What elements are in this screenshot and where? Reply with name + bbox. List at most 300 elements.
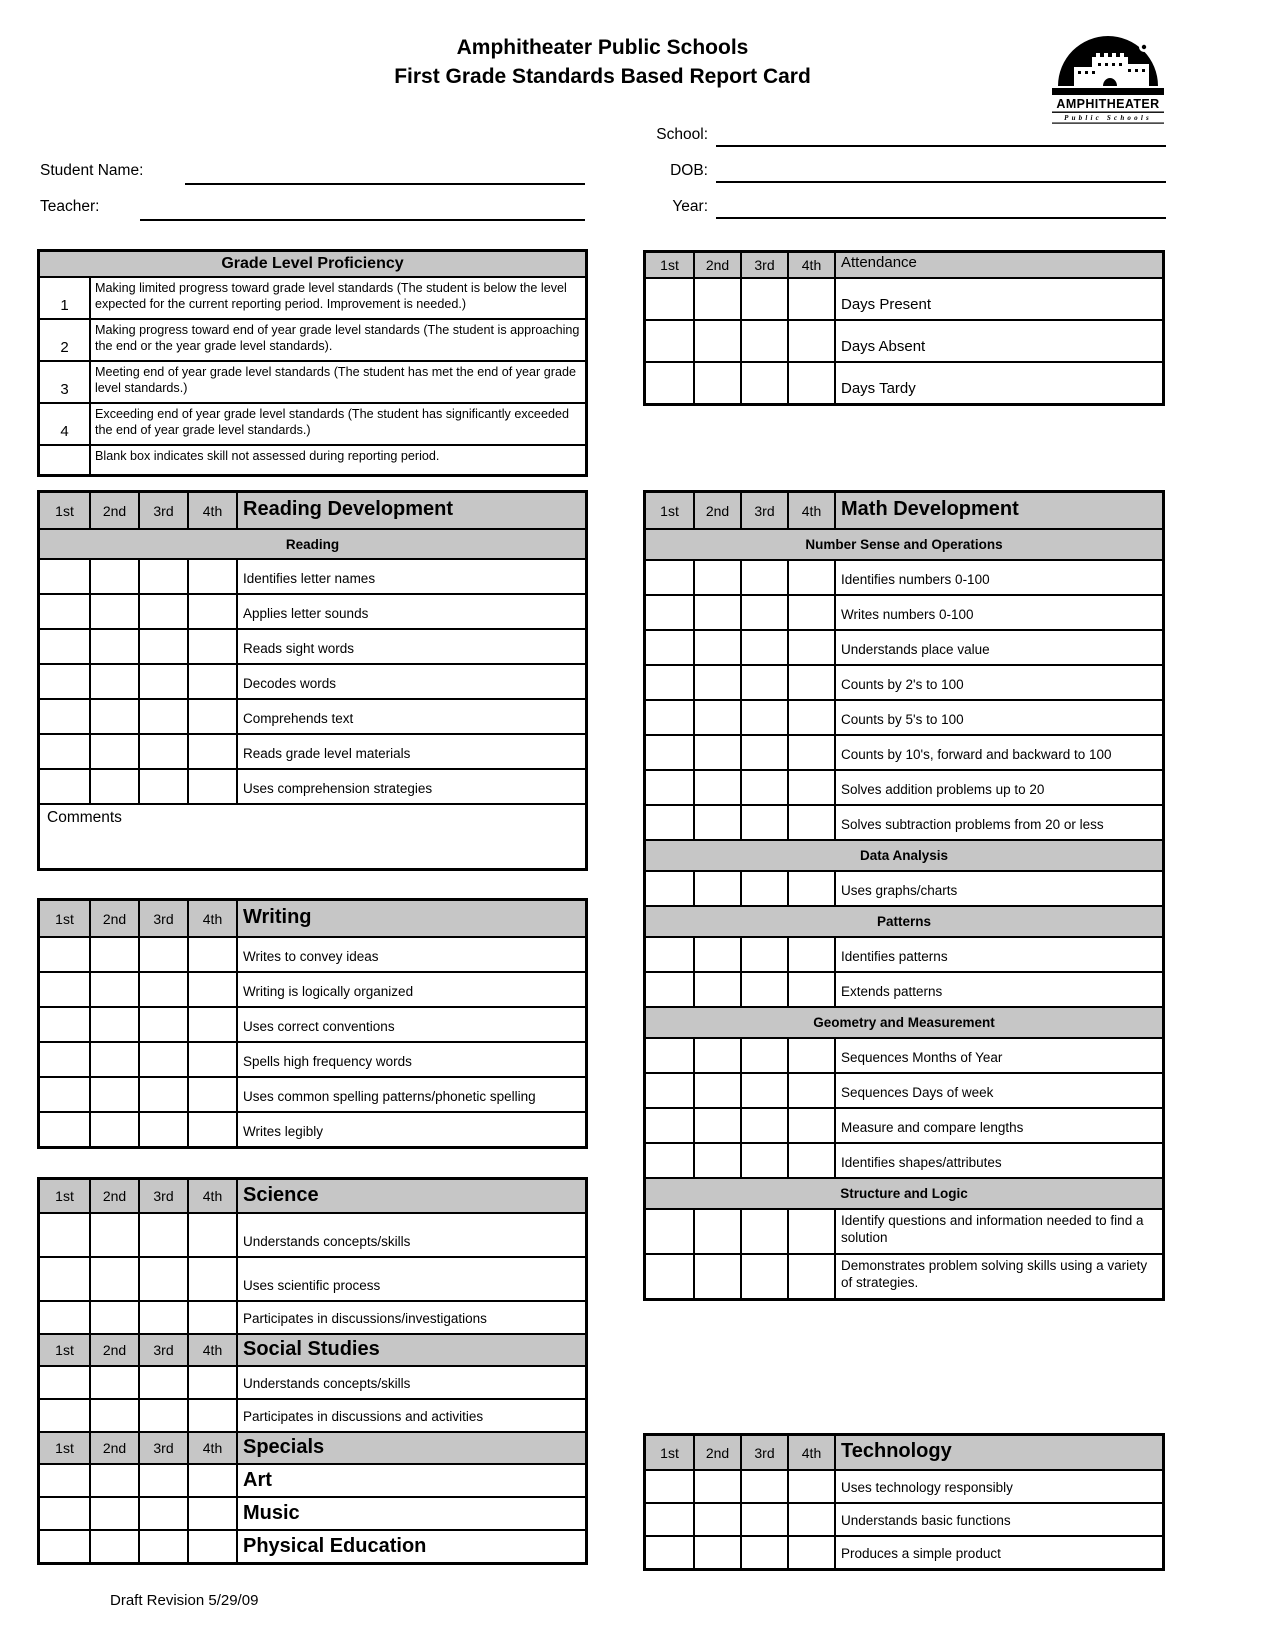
grade-box[interactable] — [646, 1039, 693, 1072]
grade-box[interactable] — [40, 630, 89, 663]
grade-box[interactable] — [740, 1471, 787, 1502]
grade-box[interactable] — [787, 872, 834, 905]
skill-row — [646, 1502, 1162, 1535]
grade-box[interactable] — [40, 1498, 89, 1529]
grade-box[interactable] — [693, 321, 740, 361]
grade-box[interactable] — [787, 1504, 834, 1535]
grade-box[interactable] — [646, 736, 693, 769]
grade-box[interactable] — [138, 1078, 187, 1111]
grade-box[interactable] — [138, 560, 187, 593]
section-header: Data Analysis — [859, 848, 949, 863]
grade-box[interactable] — [693, 1144, 740, 1177]
grade-box[interactable] — [787, 736, 834, 769]
comments-row — [40, 803, 585, 868]
proficiency-level-row — [40, 318, 585, 360]
grade-box[interactable] — [40, 1465, 89, 1496]
period-header-cell: 2nd — [89, 1335, 138, 1365]
period-header-cell: 1st — [660, 257, 679, 273]
skill-row — [646, 1072, 1162, 1107]
section-header-row — [646, 905, 1162, 936]
grade-box[interactable] — [787, 279, 834, 319]
grade-box[interactable] — [89, 1498, 138, 1529]
grade-box[interactable] — [40, 595, 89, 628]
grade-box[interactable] — [787, 1109, 834, 1142]
level-number: 4 — [60, 423, 69, 440]
skill-label: Writes numbers 0-100 — [834, 596, 1162, 629]
grade-box[interactable] — [693, 561, 740, 594]
grade-box[interactable] — [740, 279, 787, 319]
grade-box[interactable] — [138, 1302, 187, 1333]
skill-row — [40, 971, 585, 1006]
grade-box[interactable] — [187, 630, 236, 663]
skill-row — [646, 277, 1162, 319]
grade-box[interactable] — [138, 1531, 187, 1562]
table-header-row — [646, 253, 1162, 277]
skill-label: Writes to convey ideas — [236, 938, 585, 971]
grade-box[interactable] — [89, 560, 138, 593]
skill-label: Understands concepts/skills — [236, 1214, 585, 1256]
teacher-line[interactable] — [140, 219, 585, 221]
grade-box[interactable] — [693, 1210, 740, 1253]
grade-box[interactable] — [646, 631, 693, 664]
grade-box[interactable] — [693, 1074, 740, 1107]
math-development-table — [643, 490, 1165, 1301]
grade-box[interactable] — [787, 1537, 834, 1568]
proficiency-note: Blank box indicates skill not assessed during reporting period. — [89, 446, 585, 474]
grade-box[interactable] — [693, 279, 740, 319]
science-social-specials-table — [37, 1177, 588, 1565]
skill-label: Identifies patterns — [834, 938, 1162, 971]
grade-box[interactable] — [646, 1074, 693, 1107]
section-header: Reading — [285, 536, 340, 552]
period-header-cell: 3rd — [138, 1335, 187, 1365]
skill-label: Reads sight words — [236, 630, 585, 663]
grade-box[interactable] — [187, 1214, 236, 1256]
skill-label: Spells high frequency words — [236, 1043, 585, 1076]
grade-box[interactable] — [740, 561, 787, 594]
period-header-cell: 3rd — [740, 253, 787, 277]
table-header-row — [40, 493, 585, 528]
grade-box[interactable] — [740, 363, 787, 403]
level-number: 3 — [60, 381, 69, 398]
grade-box[interactable] — [646, 666, 693, 699]
skill-row — [40, 1212, 585, 1256]
grade-box[interactable] — [187, 1008, 236, 1041]
grade-box[interactable] — [40, 973, 89, 1006]
proficiency-note-row — [40, 444, 585, 474]
grade-box[interactable] — [89, 735, 138, 768]
grade-box[interactable] — [187, 665, 236, 698]
grade-box[interactable] — [187, 1498, 236, 1529]
skill-row — [40, 1006, 585, 1041]
grade-box[interactable] — [187, 1302, 236, 1333]
grade-box[interactable] — [89, 1258, 138, 1300]
grade-box[interactable] — [138, 595, 187, 628]
section-header-row — [646, 1006, 1162, 1037]
period-header-cell: 3rd — [138, 901, 187, 936]
grade-box[interactable] — [693, 1537, 740, 1568]
grade-box[interactable] — [646, 771, 693, 804]
grade-box[interactable] — [40, 700, 89, 733]
grade-box[interactable] — [787, 1039, 834, 1072]
grade-box[interactable] — [89, 630, 138, 663]
skill-row — [646, 769, 1162, 804]
grade-box[interactable] — [138, 665, 187, 698]
period-header-cell: 3rd — [138, 1433, 187, 1463]
grade-box[interactable] — [138, 700, 187, 733]
skill-row — [40, 663, 585, 698]
grade-box[interactable] — [646, 321, 693, 361]
grade-box[interactable] — [693, 363, 740, 403]
skill-row — [646, 1469, 1162, 1502]
period-header-cell: 2nd — [693, 1436, 740, 1469]
grade-box[interactable] — [89, 700, 138, 733]
period-header-cell: 1st — [660, 502, 679, 519]
grade-box[interactable] — [187, 595, 236, 628]
grade-box[interactable] — [138, 630, 187, 663]
grade-box[interactable] — [89, 1400, 138, 1431]
grade-box[interactable] — [40, 1400, 89, 1431]
grade-box[interactable] — [187, 770, 236, 803]
grade-box[interactable] — [740, 1537, 787, 1568]
section-header-row — [40, 528, 585, 558]
table-title: Reading Development — [236, 493, 585, 528]
grade-box[interactable] — [787, 1255, 834, 1298]
skill-label: Art — [236, 1465, 585, 1496]
proficiency-title-row — [40, 252, 585, 276]
level-number-empty — [40, 446, 89, 474]
grade-box[interactable] — [693, 938, 740, 971]
level-description: Making limited progress toward grade level standards (The student is below the level expected for the current reporting period. Improvement is needed.) — [89, 278, 585, 318]
grade-box[interactable] — [740, 1144, 787, 1177]
skill-label: Uses technology responsibly — [834, 1471, 1162, 1502]
grade-box[interactable] — [138, 1258, 187, 1300]
skill-row — [40, 1463, 585, 1496]
grade-box[interactable] — [693, 736, 740, 769]
proficiency-level-row — [40, 402, 585, 444]
grade-box[interactable] — [646, 596, 693, 629]
skill-row — [646, 936, 1162, 971]
grade-box[interactable] — [89, 1214, 138, 1256]
grade-box[interactable] — [787, 1471, 834, 1502]
grade-box[interactable] — [138, 1214, 187, 1256]
skill-row — [646, 1037, 1162, 1072]
skill-row — [40, 1256, 585, 1300]
grade-box[interactable] — [40, 770, 89, 803]
table-title: Math Development — [834, 493, 1162, 528]
period-header-cell: 4th — [187, 901, 236, 936]
grade-box[interactable] — [693, 1255, 740, 1298]
grade-box[interactable] — [187, 1258, 236, 1300]
grade-box[interactable] — [693, 806, 740, 839]
grade-box[interactable] — [787, 973, 834, 1006]
skill-label: Writes legibly — [236, 1113, 585, 1146]
period-header-cell: 4th — [787, 493, 834, 528]
comments-box[interactable]: Comments — [47, 809, 122, 826]
footer-revision-note: Draft Revision 5/29/09 — [110, 1592, 259, 1609]
grade-box[interactable] — [693, 771, 740, 804]
grade-box[interactable] — [187, 1043, 236, 1076]
grade-box[interactable] — [138, 1043, 187, 1076]
grade-box[interactable] — [89, 1043, 138, 1076]
grade-box[interactable] — [187, 1465, 236, 1496]
grade-box[interactable] — [646, 872, 693, 905]
table-title: Attendance — [834, 253, 1162, 277]
grade-box[interactable] — [89, 1302, 138, 1333]
proficiency-title: Grade Level Proficiency — [221, 255, 404, 272]
grade-box[interactable] — [187, 938, 236, 971]
grade-box[interactable] — [89, 595, 138, 628]
grade-box[interactable] — [187, 560, 236, 593]
section-header: Geometry and Measurement — [813, 1015, 995, 1030]
skill-row — [646, 1535, 1162, 1568]
period-header-cell: 4th — [187, 1433, 236, 1463]
grade-box[interactable] — [138, 1400, 187, 1431]
grade-box[interactable] — [740, 596, 787, 629]
grade-box[interactable] — [40, 1113, 89, 1146]
grade-box[interactable] — [138, 1008, 187, 1041]
skill-row — [40, 733, 585, 768]
grade-box[interactable] — [787, 938, 834, 971]
grade-box[interactable] — [89, 1531, 138, 1562]
grade-box[interactable] — [138, 973, 187, 1006]
grade-box[interactable] — [138, 1113, 187, 1146]
grade-box[interactable] — [787, 1074, 834, 1107]
grade-box[interactable] — [787, 561, 834, 594]
grade-box[interactable] — [740, 1504, 787, 1535]
grade-box[interactable] — [187, 700, 236, 733]
grade-box[interactable] — [740, 1255, 787, 1298]
skill-row — [646, 559, 1162, 594]
proficiency-level-row — [40, 276, 585, 318]
grade-box[interactable] — [40, 735, 89, 768]
section-header-row — [646, 1177, 1162, 1208]
skill-label: Uses graphs/charts — [834, 872, 1162, 905]
grade-box[interactable] — [693, 1109, 740, 1142]
grade-box[interactable] — [693, 973, 740, 1006]
grade-box[interactable] — [646, 806, 693, 839]
grade-box[interactable] — [740, 736, 787, 769]
period-header-cell: 4th — [187, 1335, 236, 1365]
school-line[interactable] — [716, 145, 1166, 147]
skill-row — [646, 804, 1162, 839]
grade-box[interactable] — [740, 771, 787, 804]
table-header-row — [40, 1180, 585, 1212]
grade-box[interactable] — [646, 1471, 693, 1502]
grade-box[interactable] — [787, 321, 834, 361]
grade-box[interactable] — [787, 363, 834, 403]
grade-box[interactable] — [187, 973, 236, 1006]
grade-box[interactable] — [693, 596, 740, 629]
grade-box[interactable] — [787, 596, 834, 629]
skill-row — [40, 558, 585, 593]
grade-box[interactable] — [89, 1008, 138, 1041]
skill-label: Solves subtraction problems from 20 or less — [834, 806, 1162, 839]
skill-row — [40, 1496, 585, 1529]
grade-box[interactable] — [187, 1367, 236, 1398]
grade-box[interactable] — [138, 1465, 187, 1496]
grade-box[interactable] — [40, 1258, 89, 1300]
skill-label: Counts by 10's, forward and backward to 100 — [834, 736, 1162, 769]
skill-label: Counts by 5's to 100 — [834, 701, 1162, 734]
student-name-line[interactable] — [185, 183, 585, 185]
grade-box[interactable] — [187, 1113, 236, 1146]
grade-box[interactable] — [646, 1255, 693, 1298]
grade-box[interactable] — [787, 631, 834, 664]
skill-label: Uses scientific process — [236, 1258, 585, 1300]
grade-box[interactable] — [740, 1039, 787, 1072]
skill-label: Uses common spelling patterns/phonetic spelling — [236, 1078, 585, 1111]
grade-box[interactable] — [646, 1504, 693, 1535]
skill-label: Comprehends text — [236, 700, 585, 733]
skill-row — [646, 971, 1162, 1006]
grade-box[interactable] — [787, 701, 834, 734]
grade-box[interactable] — [646, 1537, 693, 1568]
skill-label: Days Absent — [834, 321, 1162, 361]
grade-box[interactable] — [740, 872, 787, 905]
period-header-cell: 2nd — [89, 1433, 138, 1463]
grade-box[interactable] — [740, 666, 787, 699]
page-title: First Grade Standards Based Report Card — [394, 64, 811, 88]
skill-label: Writing is logically organized — [236, 973, 585, 1006]
period-header-cell: 3rd — [138, 1180, 187, 1212]
grade-box[interactable] — [138, 1498, 187, 1529]
grade-box[interactable] — [187, 1078, 236, 1111]
period-header-cell: 1st — [55, 1440, 74, 1456]
grade-box[interactable] — [693, 1471, 740, 1502]
grade-box[interactable] — [40, 1008, 89, 1041]
grade-box[interactable] — [693, 631, 740, 664]
grade-box[interactable] — [740, 631, 787, 664]
attendance-table — [643, 250, 1165, 406]
grade-box[interactable] — [740, 806, 787, 839]
grade-box[interactable] — [740, 1074, 787, 1107]
grade-box[interactable] — [89, 1465, 138, 1496]
grade-box[interactable] — [646, 561, 693, 594]
period-header-cell: 1st — [55, 910, 74, 927]
grade-box[interactable] — [740, 973, 787, 1006]
skill-row — [40, 628, 585, 663]
grade-box[interactable] — [787, 666, 834, 699]
table-title: Specials — [236, 1433, 585, 1463]
grade-box[interactable] — [89, 1078, 138, 1111]
grade-box[interactable] — [138, 938, 187, 971]
grade-box[interactable] — [89, 1113, 138, 1146]
grade-box[interactable] — [646, 363, 693, 403]
skill-label: Produces a simple product — [834, 1537, 1162, 1568]
skill-label: Identifies numbers 0-100 — [834, 561, 1162, 594]
skill-row — [40, 936, 585, 971]
skill-row — [646, 1142, 1162, 1177]
grade-box[interactable] — [693, 701, 740, 734]
grade-box[interactable] — [646, 1144, 693, 1177]
grade-box[interactable] — [138, 770, 187, 803]
grade-box[interactable] — [693, 1504, 740, 1535]
grade-box[interactable] — [40, 665, 89, 698]
section-header: Patterns — [876, 914, 932, 929]
grade-box[interactable] — [646, 1210, 693, 1253]
skill-label: Days Tardy — [834, 363, 1162, 403]
grade-box[interactable] — [138, 735, 187, 768]
table-title: Science — [236, 1180, 585, 1212]
period-header-cell: 3rd — [740, 1436, 787, 1469]
skill-label: Applies letter sounds — [236, 595, 585, 628]
grade-box[interactable] — [646, 1109, 693, 1142]
grade-box[interactable] — [187, 1400, 236, 1431]
table-header-row — [40, 1333, 585, 1365]
grade-box[interactable] — [646, 701, 693, 734]
period-header-cell: 2nd — [89, 901, 138, 936]
grade-box[interactable] — [89, 973, 138, 1006]
grade-box[interactable] — [89, 665, 138, 698]
logo-subname: Public Schools — [1064, 114, 1152, 122]
grade-box[interactable] — [187, 735, 236, 768]
year-line[interactable] — [716, 217, 1166, 219]
grade-box[interactable] — [40, 1531, 89, 1562]
grade-box[interactable] — [138, 1367, 187, 1398]
grade-box[interactable] — [646, 973, 693, 1006]
grade-box[interactable] — [740, 701, 787, 734]
period-header-cell: 4th — [187, 493, 236, 528]
skill-label: Solves addition problems up to 20 — [834, 771, 1162, 804]
skill-label: Identifies shapes/attributes — [834, 1144, 1162, 1177]
grade-box[interactable] — [40, 560, 89, 593]
skill-row — [40, 1398, 585, 1431]
grade-box[interactable] — [740, 1210, 787, 1253]
grade-box[interactable] — [693, 872, 740, 905]
period-header-cell: 1st — [660, 1444, 679, 1461]
grade-box[interactable] — [40, 1078, 89, 1111]
grade-box[interactable] — [740, 1109, 787, 1142]
grade-box[interactable] — [40, 1367, 89, 1398]
skill-row — [40, 768, 585, 803]
district-title: Amphitheater Public Schools — [456, 36, 749, 59]
skill-row — [646, 1107, 1162, 1142]
table-header-row — [40, 1431, 585, 1463]
table-header-row — [40, 901, 585, 936]
skill-label: Identifies letter names — [236, 560, 585, 593]
grade-box[interactable] — [787, 1210, 834, 1253]
grade-box[interactable] — [693, 666, 740, 699]
grade-level-proficiency-table — [37, 249, 588, 477]
grade-box[interactable] — [646, 938, 693, 971]
skill-label: Reads grade level materials — [236, 735, 585, 768]
teacher-label: Teacher: — [40, 198, 100, 215]
skill-row — [646, 361, 1162, 403]
grade-box[interactable] — [89, 1367, 138, 1398]
grade-box[interactable] — [787, 806, 834, 839]
grade-box[interactable] — [89, 770, 138, 803]
grade-box[interactable] — [40, 1302, 89, 1333]
grade-box[interactable] — [40, 1043, 89, 1076]
grade-box[interactable] — [40, 938, 89, 971]
section-header-row — [646, 839, 1162, 870]
period-header-cell: 4th — [187, 1180, 236, 1212]
dob-line[interactable] — [716, 181, 1166, 183]
grade-box[interactable] — [187, 1531, 236, 1562]
grade-box[interactable] — [740, 938, 787, 971]
grade-box[interactable] — [89, 938, 138, 971]
grade-box[interactable] — [646, 279, 693, 319]
grade-box[interactable] — [787, 1144, 834, 1177]
skill-row — [646, 870, 1162, 905]
grade-box[interactable] — [787, 771, 834, 804]
grade-box[interactable] — [40, 1214, 89, 1256]
table-header-row — [646, 493, 1162, 528]
grade-box[interactable] — [693, 1039, 740, 1072]
grade-box[interactable] — [740, 321, 787, 361]
skill-row — [646, 1253, 1162, 1298]
